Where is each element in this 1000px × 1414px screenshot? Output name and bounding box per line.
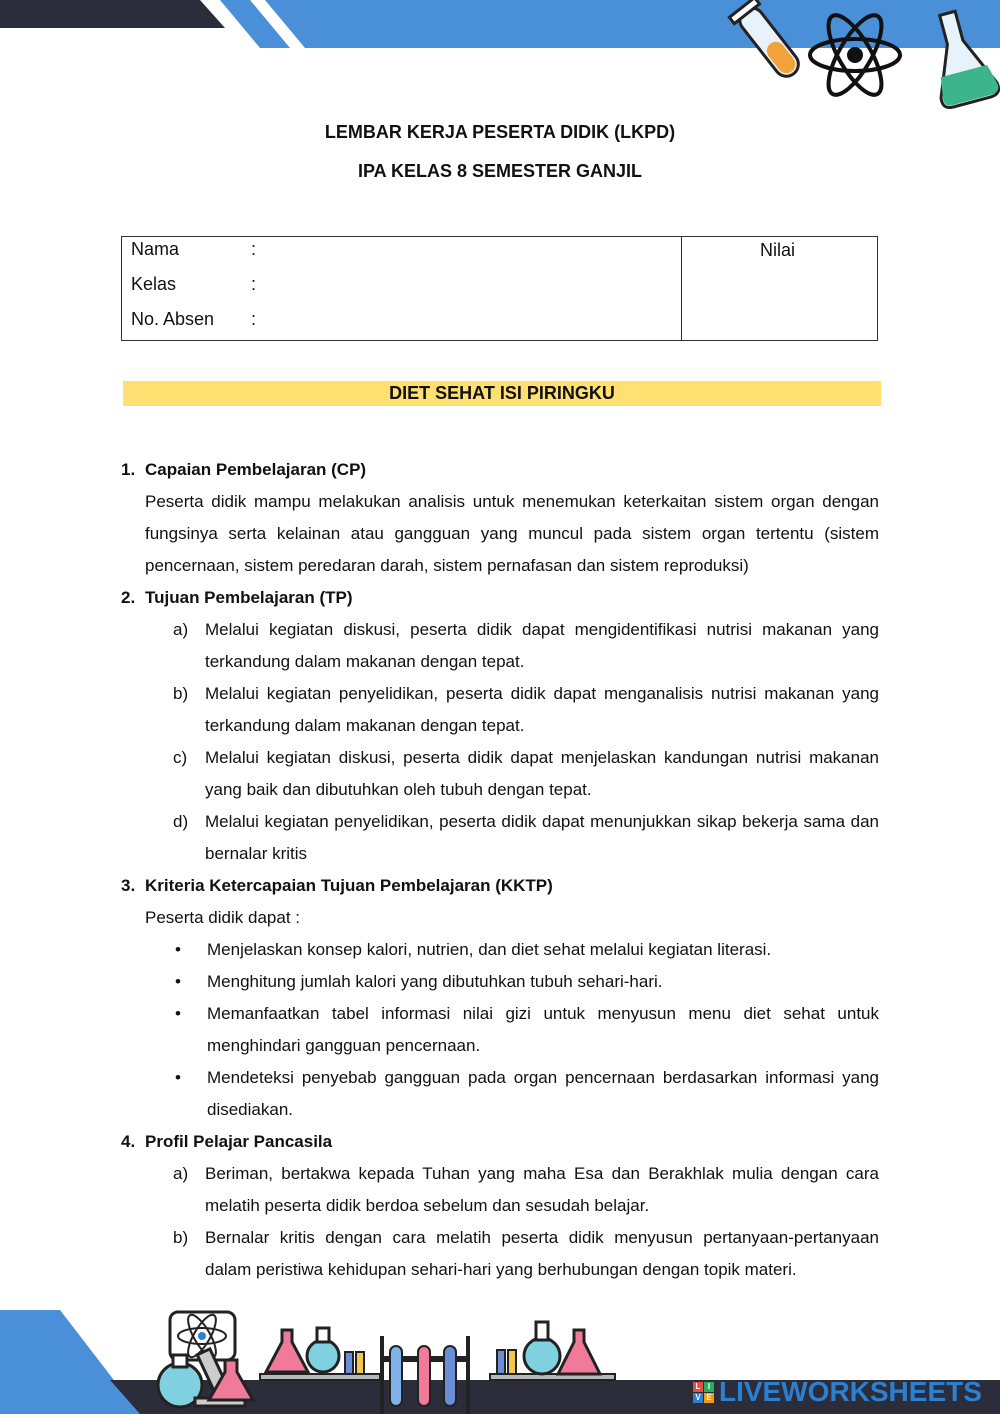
section-heading: 4. Profil Pelajar Pancasila [121, 1132, 333, 1151]
list-item: • Menjelaskan konsep kalori, nutrien, dan diet sehat melalui kegiatan literasi. [175, 940, 772, 959]
section-paragraph: Peserta didik mampu melakukan analisis untuk menemukan keterkaitan sistem organ dengan fungsinya serta kelainan atau gangguan yang muncul pada sistem organ tertentu (sistem pencernaan, sistem peredaran darah, sistem pernafasan dan sistem reproduksi) [145, 492, 879, 575]
section-paragraph: Peserta didik dapat : [145, 908, 300, 927]
identity-row-class[interactable]: Kelas : [131, 274, 257, 294]
list-item: • Memanfaatkan tabel informasi nilai gizi untuk menyusun menu diet sehat untuk menghindari gangguan pencernaan. [175, 1004, 879, 1055]
flask-icon [558, 1330, 600, 1374]
flask-icon [524, 1322, 560, 1374]
student-identity-box [121, 236, 878, 341]
liveworksheets-logo-icon: L I V E [693, 1382, 714, 1403]
header-decoration [0, 0, 1000, 110]
list-item: a) Beriman, bertakwa kepada Tuhan yang maha Esa dan Berakhlak mulia dengan cara melatih peserta didik berdoa sebelum dan sesudah belajar. [173, 1164, 879, 1215]
worksheet-content [121, 454, 879, 1286]
list-item: • Mendeteksi penyebab gangguan pada organ pencernaan berdasarkan informasi yang disediakan. [175, 1068, 879, 1119]
section-heading: 1. Capaian Pembelajaran (CP) [121, 460, 367, 479]
list-item: b) Bernalar kritis dengan cara melatih peserta didik menyusun pertanyaan-pertanyaan dalam peristiwa kehidupan sehari-hari yang berhubungan dengan topik materi. [173, 1228, 879, 1279]
test-tube-rack-icon [380, 1336, 470, 1414]
class-label: Kelas [131, 274, 177, 294]
section-heading: 2. Tujuan Pembelajaran (TP) [121, 588, 353, 607]
list-item: • Menghitung jumlah kalori yang dibutuhkan tubuh sehari-hari. [175, 972, 663, 991]
topic-banner: DIET SEHAT ISI PIRINGKU [123, 381, 881, 406]
name-label: Nama [131, 239, 180, 259]
list-item: b) Melalui kegiatan penyelidikan, peserta didik dapat menganalisis nutrisi makanan yang terkandung dalam makanan dengan tepat. [173, 684, 879, 735]
worksheet-title: LEMBAR KERJA PESERTA DIDIK (LKPD) [324, 122, 676, 142]
list-item: a) Melalui kegiatan diskusi, peserta didik dapat mengidentifikasi nutrisi makanan yang terkandung dalam makanan dengan tepat. [173, 620, 879, 671]
section-heading: 3. Kriteria Ketercapaian Tujuan Pembelajaran (KKTP) [121, 876, 553, 895]
identity-row-number[interactable]: No. Absen : [131, 309, 257, 329]
flask-icon [266, 1330, 308, 1372]
worksheet-subtitle: IPA KELAS 8 SEMESTER GANJIL [357, 161, 643, 181]
list-item: c) Melalui kegiatan diskusi, peserta didik dapat menjelaskan kandungan nutrisi makanan yang baik dan dibutuhkan oleh tubuh dengan tepat. [173, 748, 879, 799]
box-divider [681, 237, 682, 340]
identity-row-name[interactable]: Nama : [131, 239, 257, 259]
score-label: Nilai [760, 240, 796, 260]
absen-label: No. Absen [131, 309, 215, 329]
flask-icon [307, 1328, 339, 1372]
list-item: d) Melalui kegiatan penyelidikan, peserta didik dapat menunjukkan sikap bekerja sama dan bernalar kritis [173, 812, 879, 863]
liveworksheets-text: LIVEWORKSHEETS [719, 1376, 982, 1407]
liveworksheets-watermark [693, 1376, 982, 1408]
